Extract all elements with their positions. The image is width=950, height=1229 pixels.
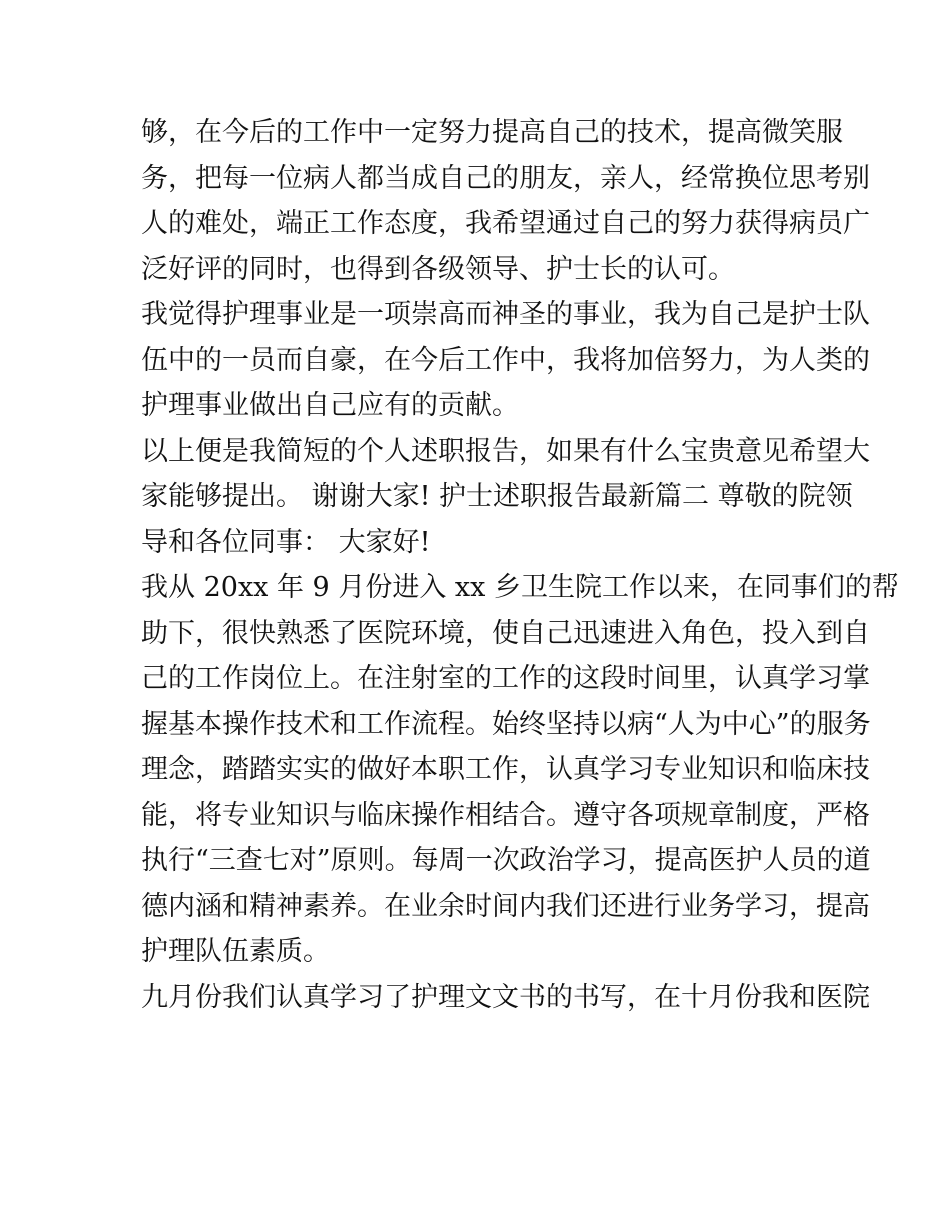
- text-line: 德内涵和精神素养。在业余时间内我们还进行业务学习，提高: [141, 890, 870, 922]
- text-line: 伍中的一员而自豪，在今后工作中，我将加倍努力，为人类的: [141, 344, 870, 376]
- text-line: 理念，踏踏实实的做好本职工作，认真学习专业知识和临床技: [141, 754, 870, 785]
- text-line: 够，在今后的工作中一定努力提高自己的技术，提高微笑服: [141, 117, 843, 148]
- document-body: [141, 110, 899, 1020]
- text-line: 九月份我们认真学习了护理文文书的书写，在十月份我和医院: [141, 981, 870, 1013]
- text-line: 泛好评的同时，也得到各级领导、护士长的认可。: [141, 253, 735, 285]
- text-line: 我从 20xx 年 9 月份进入 xx 乡卫生院工作以来，在同事们的帮: [141, 572, 899, 603]
- text-line: 务，把每一位病人都当成自己的朋友，亲人，经常换位思考别: [141, 162, 870, 194]
- text-line: 执行“三查七对”原则。每周一次政治学习，提高医护人员的道: [141, 845, 871, 876]
- text-line: 人的难处，端正工作态度，我希望通过自己的努力获得病员广: [141, 208, 870, 239]
- text-line: 家能够提出。 谢谢大家! 护士述职报告最新篇二 尊敬的院领: [141, 481, 853, 512]
- text-line: 我觉得护理事业是一项崇高而神圣的事业，我为自己是护士队: [141, 299, 870, 330]
- text-line: 护理事业做出自己应有的贡献。: [141, 390, 519, 421]
- text-line: 护理队伍素质。: [141, 936, 330, 967]
- text-line: 握基本操作技术和工作流程。始终坚持以病“人为中心”的服务: [141, 708, 871, 740]
- text-line: 能，将专业知识与临床操作相结合。遵守各项规章制度，严格: [141, 799, 870, 831]
- text-line: 以上便是我简短的个人述职报告，如果有什么宝贵意见希望大: [141, 435, 870, 467]
- text-line: 助下，很快熟悉了医院环境，使自己迅速进入角色，投入到自: [141, 617, 870, 649]
- text-line: 己的工作岗位上。在注射室的工作的这段时间里，认真学习掌: [141, 663, 870, 694]
- text-line: 导和各位同事： 大家好!: [141, 526, 431, 558]
